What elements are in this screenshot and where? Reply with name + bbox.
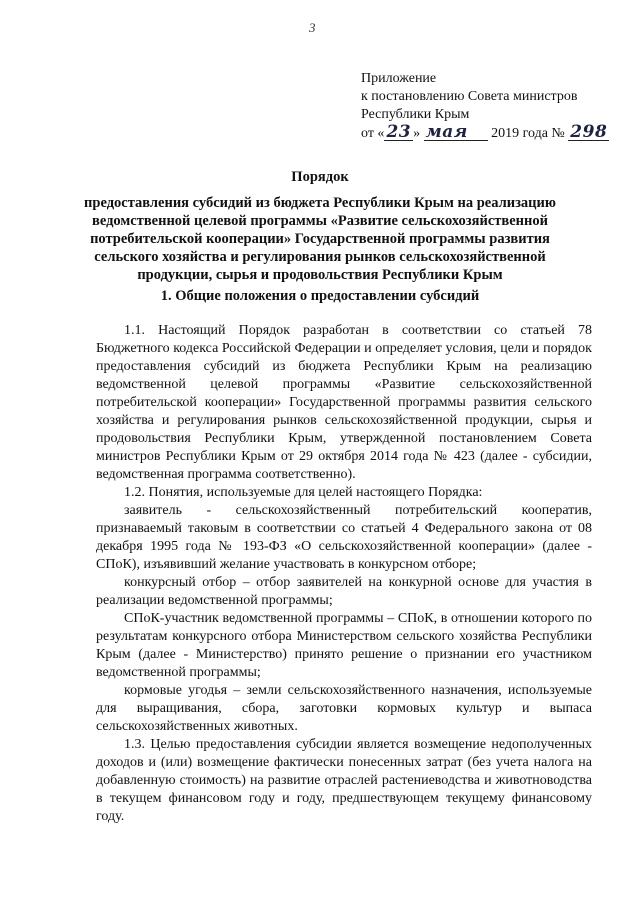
page-number: 3 xyxy=(309,20,316,35)
date-close-quote: » xyxy=(413,126,421,141)
title-subtitle: предоставления субсидий из бюджета Республики Крым на реализацию ведомственной целевой программы «Развитие сельскохозяйственной потребительской кооперации» Государственной программы развития сельского хозяйства и регулирования рынков сельскохозяйственной продукции, сырья и продовольствия Республики Крым xyxy=(84,195,556,283)
document-title xyxy=(66,168,574,284)
paragraph-1-2: 1.2. Понятия, используемые для целей настоящего Порядка: xyxy=(124,485,483,500)
date-prefix: от « xyxy=(361,126,385,141)
definition-competitive-selection: конкурсный отбор – отбор заявителей на конкурной основе для участия в реализации ведомственной программы; xyxy=(96,575,592,608)
appendix-republic: Республики Крым xyxy=(361,107,470,122)
handwritten-month: мая xyxy=(424,124,488,141)
definition-forage-land: кормовые угодья – земли сельскохозяйственного назначения, используемые для выращивания, сбора, заготовки кормовых культур и выпаса сельскохозяйственных животных. xyxy=(96,683,592,734)
title-heading: Порядок xyxy=(291,169,349,185)
appendix-label: Приложение xyxy=(361,71,437,86)
paragraph-1-1: 1.1. Настоящий Порядок разработан в соответствии со статьей 78 Бюджетного кодекса Российской Федерации и определяет условия, цели и порядок предоставления субсидий из бюджета Республики Крым на реализацию ведомственной целевой программы «Развитие сельскохозяйственной потребительской кооперации» Государственной программы развития сельского хозяйства и регулирования рынков сельскохозяйственной продукции, сырья и продовольствия Республики Крым, утвержденной постановлением Совета министров Республики Крым от 29 октября 2014 года № 423 (далее - субсидии, ведомственная программа соответственно). xyxy=(96,323,592,482)
handwritten-number: 298 xyxy=(570,122,608,142)
definition-applicant: заявитель - сельскохозяйственный потребительский кооператив, признаваемый таковым в соответствии со статьей 4 Федерального закона от 08 декабря 1995 года № 193-ФЗ «О сельскохозяйственной кооперации» (далее - СПоК), изъявивший желание участвовать в конкурсном отборе; xyxy=(96,503,592,572)
date-suffix: 2019 года № xyxy=(491,126,565,141)
appendix-resolution: к постановлению Совета министров xyxy=(361,89,578,104)
appendix-block xyxy=(361,70,609,143)
section-heading: 1. Общие положения о предоставлении субсидий xyxy=(160,288,480,304)
paragraph-1-3: 1.3. Целью предоставления субсидии является возмещение недополученных доходов и (или) возмещение фактически понесенных затрат (без учета налога на добавленную стоимость) на развитие отраслей растениеводства и животноводства в текущем финансовом году и году, предшествующем текущему финансовому году. xyxy=(96,737,592,824)
handwritten-day: 23 xyxy=(386,122,412,142)
definition-spok-participant: СПоК-участник ведомственной программы – СПоК, в отношении которого по результатам конкурсного отбора Министерством сельского хозяйства Республики Крым (далее - Министерство) принято решение о признании его участником ведомственной программы; xyxy=(96,611,592,680)
document-body xyxy=(96,322,592,826)
appendix-date-line xyxy=(361,124,609,143)
